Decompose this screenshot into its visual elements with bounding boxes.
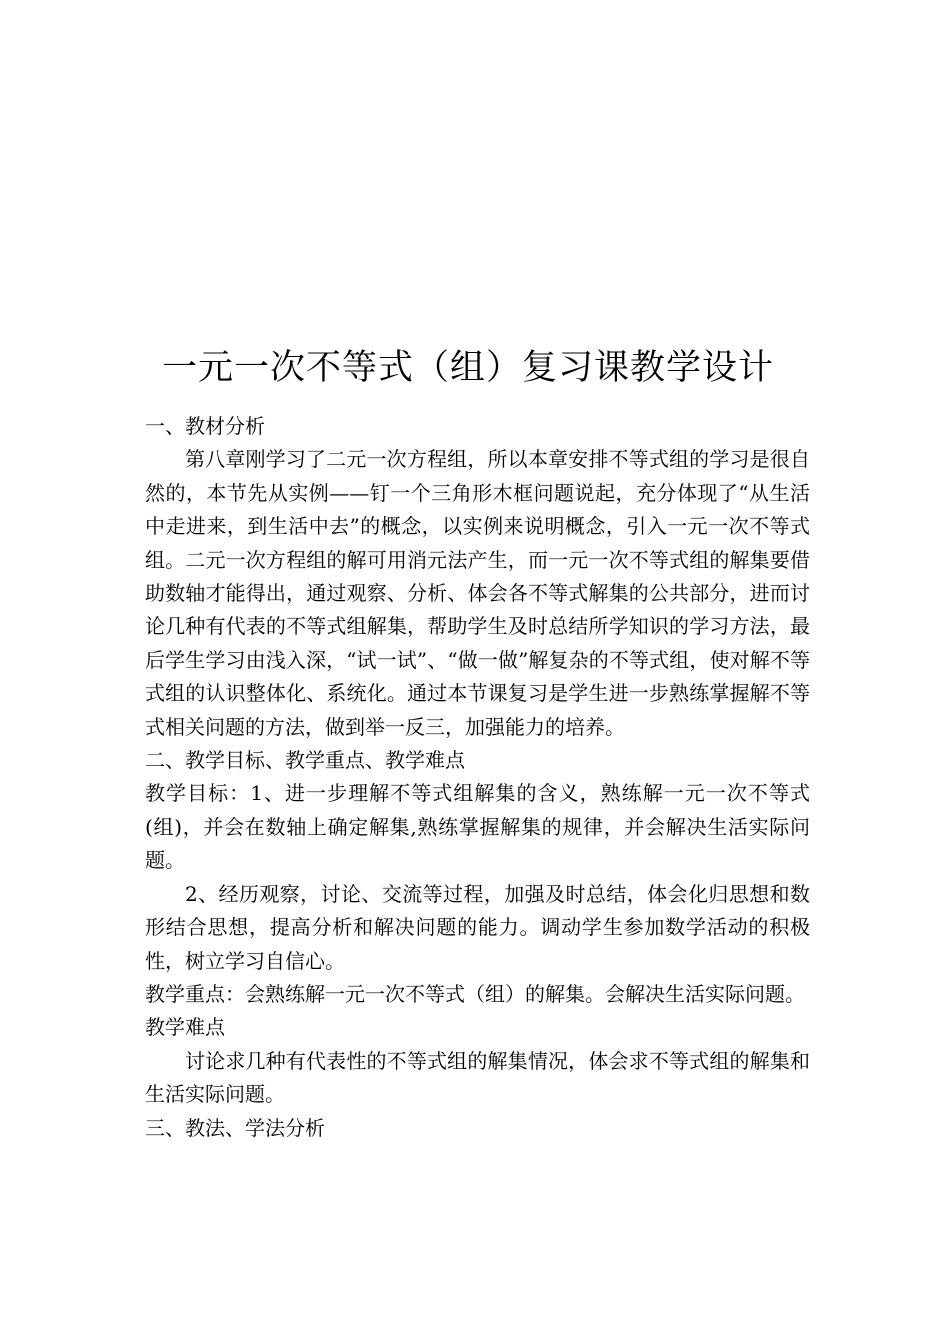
document-body: [145, 410, 810, 1145]
section-heading-methods: 三、教法、学法分析: [145, 1115, 325, 1140]
teaching-goals-text: ：1、进一步理解不等式组解集的含义，熟练解一元一次不等式(组)，并会在数轴上确定解集,熟练掌握解集的规律，并会解决生活实际问题。: [145, 781, 810, 873]
key-points-label: 教学重点: [145, 981, 225, 1006]
section-heading-objectives: 二、教学目标、教学重点、教学难点: [145, 748, 465, 773]
textbook-analysis-paragraph: 第八章刚学习了二元一次方程组，所以本章安排不等式组的学习是很自然的，本节先从实例——钉一个三角形木框问题说起，充分体现了“从生活中走进来，到生活中去”的概念，以实例来说明概念，引入一元一次不等式组。二元一次方程组的解可用消元法产生，而一元一次不等式组的解集要借助数轴才能得出，通过观察、分析、体会各不等式解集的公共部分，进而讨论几种有代表的不等式组解集，帮助学生及时总结所学知识的学习方法，最后学生学习由浅入深，“试一试”、“做一做”解复杂的不等式组，使对解不等式组的认识整体化、系统化。通过本节课复习是学生进一步熟练掌握解不等式相关问题的方法，做到举一反三，加强能力的培养。: [145, 447, 810, 739]
document-title: 一元一次不等式（组）复习课教学设计: [162, 348, 775, 388]
teaching-goals-paragraph: [145, 777, 810, 877]
teaching-goals-label: 教学目标: [145, 781, 230, 806]
key-points-text: ：会熟练解一元一次不等式（组）的解集。会解决生活实际问题。: [225, 981, 805, 1006]
difficulty-paragraph: 讨论求几种有代表性的不等式组的解集情况，体会求不等式组的解集和生活实际问题。: [145, 1048, 810, 1107]
key-points-paragraph: [145, 978, 810, 1011]
difficulty-label: 教学难点: [145, 1015, 225, 1040]
section-heading-textbook-analysis: 一、教材分析: [145, 414, 265, 438]
teaching-goals-second-paragraph: 2、经历观察，讨论、交流等过程，加强及时总结，体会化归思想和数形结合思想，提高分析和解决问题的能力。调动学生参加数学活动的积极性，树立学习自信心。: [145, 881, 810, 973]
